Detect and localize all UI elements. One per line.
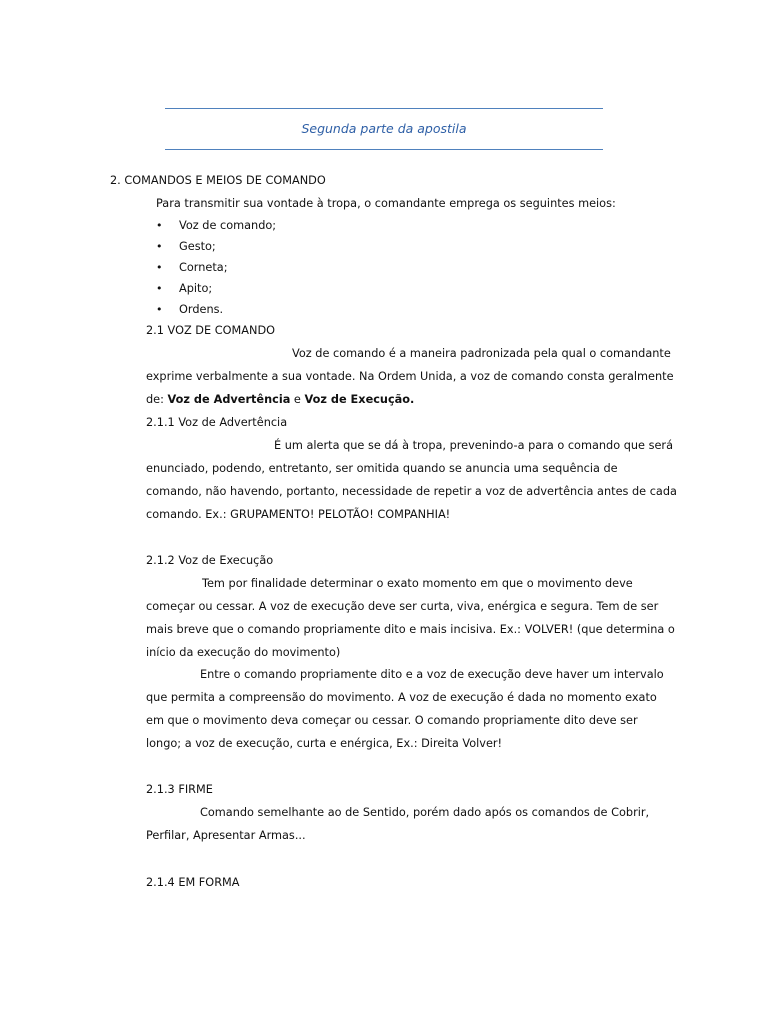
- bullet-marker: •: [156, 282, 163, 295]
- paragraph-line: Entre o comando propriamente dito e a voz de execução deve haver um intervalo: [200, 668, 664, 681]
- bullet-marker: •: [156, 303, 163, 316]
- bullet-item: Voz de comando;: [179, 219, 277, 232]
- bullet-item: Gesto;: [179, 240, 216, 253]
- paragraph-line: comando. Ex.: GRUPAMENTO! PELOTÃO! COMPANHIA!: [146, 508, 451, 521]
- heading-2-1: 2.1 VOZ DE COMANDO: [146, 324, 276, 337]
- paragraph-line: Voz de comando é a maneira padronizada pela qual o comandante: [292, 347, 671, 360]
- paragraph-line: que permita a compreensão do movimento. A voz de execução é dada no momento exato: [146, 691, 657, 704]
- bullet-marker: •: [156, 219, 163, 232]
- header-bottom-rule: [165, 149, 603, 150]
- paragraph-line: mais breve que o comando propriamente dito e mais incisiva. Ex.: VOLVER! (que determina o: [146, 623, 675, 636]
- heading-2-1-2: 2.1.2 Voz de Execução: [146, 554, 274, 567]
- bold-term: Voz de Execução.: [304, 393, 415, 406]
- paragraph-line: comando, não havendo, portanto, necessidade de repetir a voz de advertência antes de cada: [146, 485, 677, 498]
- paragraph-line: [146, 393, 414, 407]
- paragraph-line: É um alerta que se dá à tropa, prevenindo-a para o comando que será: [274, 439, 673, 452]
- paragraph-line: exprime verbalmente a sua vontade. Na Ordem Unida, a voz de comando consta geralmente: [146, 370, 674, 383]
- paragraph-line: Tem por finalidade determinar o exato momento em que o movimento deve: [202, 577, 633, 590]
- text-fragment: e: [290, 393, 305, 406]
- paragraph-line: Perfilar, Apresentar Armas...: [146, 829, 306, 842]
- page-subtitle: Segunda parte da apostila: [301, 121, 467, 136]
- bullet-item: Corneta;: [179, 261, 228, 274]
- paragraph-line: enunciado, podendo, entretanto, ser omitida quando se anuncia uma sequência de: [146, 462, 618, 475]
- paragraph-line: longo; a voz de execução, curta e enérgica, Ex.: Direita Volver!: [146, 737, 503, 750]
- paragraph-line: em que o movimento deva começar ou cessar. O comando propriamente dito deve ser: [146, 714, 638, 727]
- bold-term: Voz de Advertência: [167, 393, 291, 406]
- header-top-rule: [165, 108, 603, 109]
- heading-2-1-3: 2.1.3 FIRME: [146, 783, 213, 796]
- bullet-marker: •: [156, 240, 163, 253]
- bullet-item: Ordens.: [179, 303, 224, 316]
- heading-2-1-1: 2.1.1 Voz de Advertência: [146, 416, 288, 429]
- text-fragment: de:: [146, 393, 168, 406]
- bullet-marker: •: [156, 261, 163, 274]
- section-title: 2. COMANDOS E MEIOS DE COMANDO: [110, 174, 326, 187]
- paragraph-line: Comando semelhante ao de Sentido, porém dado após os comandos de Cobrir,: [200, 806, 650, 819]
- paragraph-line: começar ou cessar. A voz de execução deve ser curta, viva, enérgica e segura. Tem de ser: [146, 600, 659, 613]
- section-intro: Para transmitir sua vontade à tropa, o comandante emprega os seguintes meios:: [156, 197, 616, 210]
- bullet-item: Apito;: [179, 282, 213, 295]
- paragraph-line: início da execução do movimento): [146, 646, 341, 659]
- heading-2-1-4: 2.1.4 EM FORMA: [146, 876, 240, 889]
